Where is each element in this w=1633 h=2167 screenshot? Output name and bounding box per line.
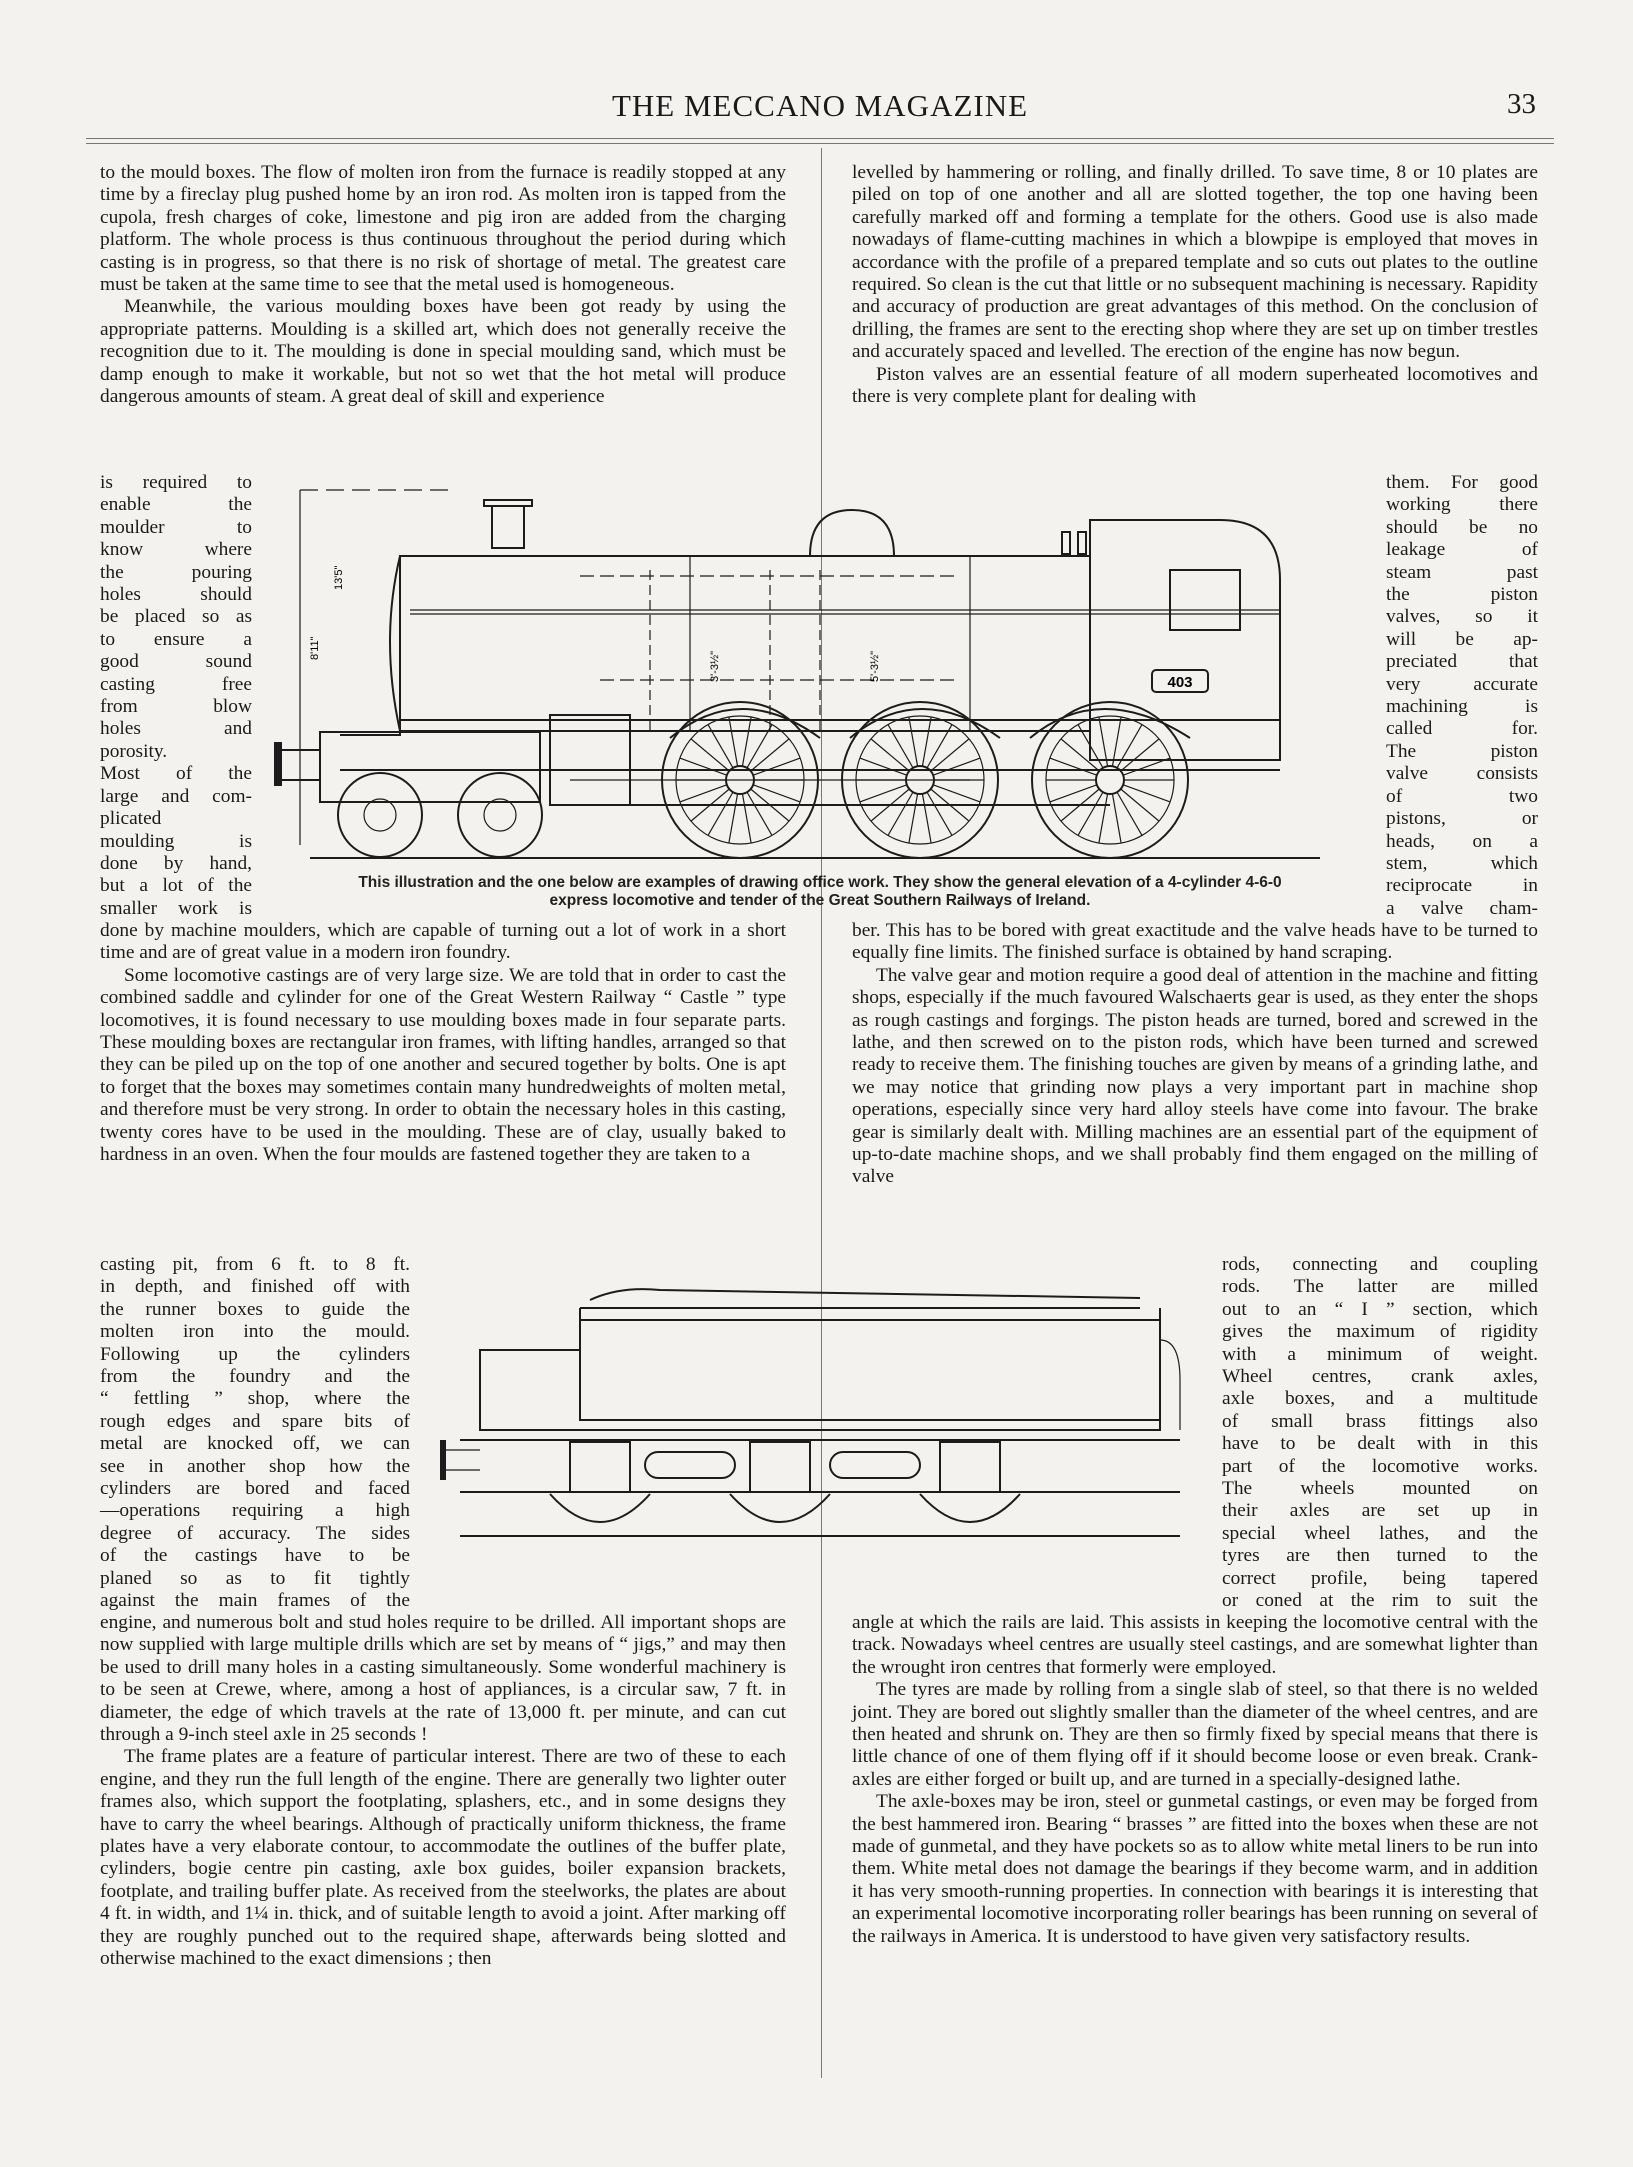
text-line: axle boxes, and a multitude [1222,1388,1538,1410]
wheel-spoke [860,785,907,802]
text-line: plicated [100,808,162,830]
text-line: called for. [1386,718,1538,740]
wheel-spoke [1112,717,1121,766]
text-line: out to an “ I ” section, which [1222,1298,1538,1320]
wheel-spoke [1078,792,1103,835]
text-line: rods, connecting and coupling [1222,1254,1538,1275]
text-line: be placed so as [100,606,252,628]
wheel-spoke [871,739,909,771]
header-rule [86,138,1554,139]
text-line: molten iron into the mould. [100,1321,410,1343]
text-line: valves, so it [1386,606,1538,628]
left-column-narrow-text [100,472,252,920]
dimension-label: 5'-3½" [869,650,881,682]
column-divider [821,148,822,2078]
text-line: from blow [100,696,252,718]
text-line: but a lot of the [100,875,252,897]
paragraph: Some locomotive castings are of very large size. We are told that in order to cast the combined saddle and cylinder for one of the Great Western Railway “ Castle ” type locomotives, it is found necessary to use moulding boxes made in four separate parts. These moulding boxes are rectangular iron frames, with lifting handles, arranged so that they can be piled up on the top of one another and secured together by bolts. One is apt to forget that the boxes may sometimes contain many hundredweights of molten metal, and therefore must be very strong. In order to obtain the necessary holes in this casting, twenty cores have to be used in the moulding. These are of clay, usually baked to hardness in an oven. When the four moulds are fastened together they are taken to a [100,964,786,1166]
header-rule-2 [86,143,1554,144]
text-line: enable the [100,494,252,516]
wheel-spoke [933,785,980,802]
text-line: them. For good [1386,472,1538,493]
dimension-label: 3'-3½" [709,650,721,682]
text-line: reciprocate in [1386,875,1538,897]
wheel-spoke [1099,794,1108,843]
text-line: with a minimum of weight. [1222,1343,1538,1365]
text-line: —operations requiring a high [100,1500,410,1522]
left-column-bottom [100,1612,786,1971]
right-column-middle [852,920,1538,1189]
right-column-narrow-text [1386,472,1538,920]
left-column-narrow-text-2 [100,1254,410,1613]
wheel-spoke [1117,792,1142,835]
wheel-spoke [927,792,952,835]
text-line: rods. The latter are milled [1222,1276,1538,1298]
wheel-spoke [753,758,800,775]
paragraph: done by machine moulders, which are capable of turning out a lot of work in a short time and are of great value in a modern iron foundry. [100,920,786,964]
text-line: Following up the cylinders [100,1343,410,1365]
wheel-spoke [1099,717,1108,766]
figure-caption [270,874,1370,910]
wheel-spoke [1117,725,1142,768]
text-line: should be no [1386,516,1538,538]
text-line: against the main frames of the [100,1590,410,1612]
wheel-spoke [933,758,980,775]
paragraph: The frame plates are a feature of particular interest. There are two of these to each engine, and they run the full length of the engine. There are generally two lighter outer frames also, which support the footplating, splashers, etc., and in some designs they have to carry the wheel bearings. Although of practically uniform thickness, the frame plates have a very elaborate contour, to accommodate the outlines of the buffer plate, cylinders, bogie centre pin casting, axle box guides, boiler expansion brackets, footplate, and trailing buffer plate. As received from the steelworks, the plates are about 4 ft. in width, and 1¼ in. thick, and of suitable length to avoid a joint. After marking off they are roughly punched out to the required shape, afterwards being slotted and otherwise machined to the exact dimensions ; then [100,1746,786,1970]
wheel-spoke [742,794,751,843]
text-line: casting free [100,673,252,695]
caption-line: express locomotive and tender of the Great Southern Railways of Ireland. [549,892,1091,909]
text-line: to ensure a [100,628,252,650]
text-line: large and com- [100,785,252,807]
text-line: Most of the [100,763,252,785]
text-line: done by hand, [100,852,252,874]
wheel-spoke [909,717,918,766]
text-line: good sound [100,651,252,673]
text-line: heads, on a [1386,830,1538,852]
wheel-spoke [922,717,931,766]
dimension-label: 8'11" [309,636,321,660]
text-line: The wheels mounted on [1222,1478,1538,1500]
text-line: leakage of [1386,539,1538,561]
paragraph: engine, and numerous bolt and stud holes require to be drilled. All important shops are now supplied with large multiple drills which are set by means of “ jigs,” and may then be used to drill many holes in a casting simultaneously. Some wonderful machinery is to be seen at Crewe, where, among a host of appliances, is a circular saw, 7 ft. in diameter, the edge of which travels at the rate of 13,000 ft. per minute, and can cut through a 9-inch steel axle in 25 seconds ! [100,1612,786,1746]
text-line: correct profile, being tapered [1222,1567,1538,1589]
text-line: have to be dealt with in this [1222,1433,1538,1455]
text-line: the piston [1386,584,1538,606]
wheel-spoke [1123,785,1170,802]
paragraph: The tyres are made by rolling from a single slab of steel, so that there is no welded joint. They are bored out slightly smaller than the diameter of the wheel centres, and are then heated and shrunk on. They are then so firmly fixed by special means that there is little chance of one of them flying off if it should become loose or even break. Crank-axles are either forged or built up, and are turned in a specially-designed lathe. [852,1679,1538,1790]
text-line: the runner boxes to guide the [100,1298,410,1320]
running-title: THE MECCANO MAGAZINE [611,88,1029,123]
right-column-top [852,162,1538,408]
wheel-spoke [909,794,918,843]
page-number: 33 [1507,88,1536,120]
text-line: casting pit, from 6 ft. to 8 ft. [100,1254,410,1275]
wheel-spoke [691,739,729,771]
left-column-top [100,162,786,408]
wheel-spoke [1061,739,1099,771]
wheel-spoke [729,717,738,766]
text-line: see in another shop how the [100,1455,410,1477]
text-line: Wheel centres, crank axles, [1222,1366,1538,1388]
wheel-spoke [753,785,800,802]
wheel-spoke [1112,794,1121,843]
text-line: will be ap- [1386,628,1538,650]
text-line: stem, which [1386,852,1538,874]
text-line: part of the locomotive works. [1222,1455,1538,1477]
page-header [86,88,1554,132]
text-line: gives the maximum of rigidity [1222,1321,1538,1343]
text-line: moulding is [100,830,252,852]
text-line: cylinders are bored and faced [100,1478,410,1500]
text-line: moulder to [100,516,252,538]
paragraph: to the mould boxes. The flow of molten iron from the furnace is readily stopped at any time by a fireclay plug pushed home by an iron rod. As molten iron is tapped from the cupola, fresh charges of coke, limestone and pig iron are added from the charging platform. The whole process is thus continuous throughout the period during which casting is in progress, so that there is no risk of shortage of metal. The greatest care must be taken at the same time to see that the metal used is homogeneous. [100,162,786,296]
text-line: preciated that [1386,651,1538,673]
wheel-spoke [888,792,913,835]
text-line: working there [1386,494,1538,516]
text-line: their axles are set up in [1222,1500,1538,1522]
text-line: valve consists [1386,763,1538,785]
left-column-middle [100,920,786,1166]
wheel-spoke [751,739,789,771]
text-line: steam past [1386,561,1538,583]
wheel-spoke [747,792,772,835]
paragraph: levelled by hammering or rolling, and finally drilled. To save time, 8 or 10 plates are piled on top of one another and all are slotted together, the top one having been carefully marked off and forming a template for the others. Good use is also made nowadays of flame-cutting machines in which a blowpipe is employed that moves in accordance with the profile of a prepared template and so cuts out plates to the outline required. So clean is the cut that little or no subsequent machining is necessary. Rapidity and accuracy of production are great advantages of this method. On the conclusion of drilling, the frames are sent to the erecting shop where they are set up on timber trestles and accurately spaced and levelled. The erection of the engine has now begun. [852,162,1538,363]
text-line: The piston [1386,740,1538,762]
text-line: know where [100,539,252,561]
text-line: of small brass fittings also [1222,1410,1538,1432]
wheel-spoke [708,792,733,835]
wheel-spoke [680,758,727,775]
text-line: the pouring [100,561,252,583]
wheel-spoke [1050,785,1097,802]
text-line: metal are knocked off, we can [100,1433,410,1455]
dimension-label: 13'5" [333,565,345,590]
text-line: planed so as to fit tightly [100,1567,410,1589]
wheel-spoke [680,785,727,802]
text-line: holes and [100,718,252,740]
text-line: in depth, and finished off with [100,1276,410,1298]
wheel-spoke [1121,789,1159,821]
text-line: a valve cham- [1386,897,1538,919]
wheel-spoke [922,794,931,843]
text-line: tyres are then turned to the [1222,1545,1538,1567]
number-plate: 403 [1167,674,1193,691]
right-column-narrow-text-2 [1222,1254,1538,1613]
text-line: from the foundry and the [100,1366,410,1388]
text-line: machining is [1386,696,1538,718]
text-line: pistons, or [1386,808,1538,830]
text-line: special wheel lathes, and the [1222,1522,1538,1544]
text-line: of two [1386,785,1538,807]
text-line: or coned at the rim to suit the [1222,1590,1538,1612]
wheel-spoke [860,758,907,775]
paragraph: The axle-boxes may be iron, steel or gunmetal castings, or even may be forged from the best hammered iron. Bearing “ brasses ” are fitted into the boxes when these are not made of gunmetal, and they have pockets so as to allow white metal liners to be run into them. White metal does not damage the bearings if they become warm, and in addition it has very smooth-running properties. In connection with bearings it is interesting that an experimental locomotive incorporating roller bearings has been running on several of the railways in America. It is understood to have given very satisfactory results. [852,1791,1538,1947]
text-line: porosity. [100,740,168,762]
paragraph: Piston valves are an essential feature of all modern superheated locomotives and there is very complete plant for dealing with [852,363,1538,408]
right-column-bottom [852,1612,1538,1948]
locomotive-drawing [270,470,1370,870]
text-line: smaller work is [100,897,252,919]
wheel-spoke [729,794,738,843]
text-line: very accurate [1386,673,1538,695]
paragraph: angle at which the rails are laid. This assists in keeping the locomotive central with the track. Nowadays wheel centres are usually steel castings, and are somewhat lighter than the wrought iron centres that formerly were employed. [852,1612,1538,1678]
paragraph: Meanwhile, the various moulding boxes have been got ready by using the appropriate patterns. Moulding is a skilled art, which does not generally receive the recognition due to it. The moulding is done in special moulding sand, which must be damp enough to make it workable, but not so wet that the hot metal will produce dangerous amounts of steam. A great deal of skill and experience [100,296,786,408]
paragraph: The valve gear and motion require a good deal of attention in the machine and fitting shops, especially if the much favoured Walschaerts gear is used, as they enter the shops as rough castings and forgings. The piston heads are turned, bored and screwed in the lathe, and then screwed on to the piston rods, which have been turned and screwed ready to receive them. The finishing touches are given by means of a grinding lathe, and we may notice that grinding now plays a very important part in machine shop operations, especially since very hard alloy steels have come into favour. The brake gear is similarly dealt with. Milling machines are an essential part of the equipment of up-to-date machine shops, and we shall probably find them engaged on the milling of valve [852,964,1538,1188]
text-line: degree of accuracy. The sides [100,1522,410,1544]
text-line: of the castings have to be [100,1545,410,1567]
bogie-wheel [458,773,542,857]
paragraph: ber. This has to be bored with great exactitude and the valve heads have to be turned to equally fine limits. The finished surface is obtained by hand scraping. [852,920,1538,964]
wheel-spoke [931,739,969,771]
wheel-spoke [1121,739,1159,771]
text-line: is required to [100,472,252,493]
caption-line: This illustration and the one below are examples of drawing office work. They show the general elevation of a 4-cylinder 4-6-0 [358,874,1282,891]
text-line: rough edges and spare bits of [100,1410,410,1432]
wheel-spoke [742,717,751,766]
tender-drawing [440,1280,1210,1580]
bogie-wheel [338,773,422,857]
text-line: holes should [100,584,252,606]
text-line: “ fettling ” shop, where the [100,1388,410,1410]
